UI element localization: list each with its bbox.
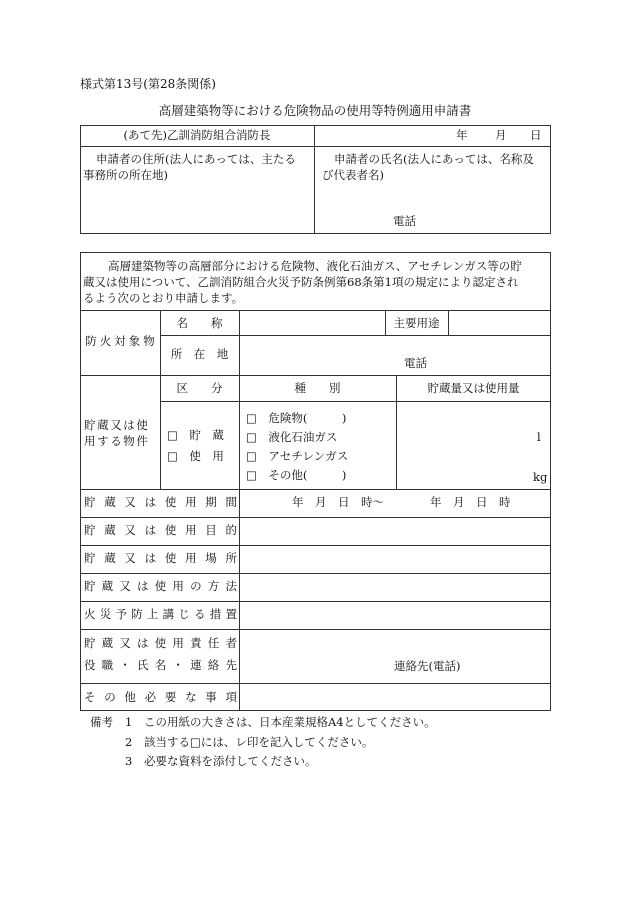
page-title: 高層建築物等における危険物品の使用等特例適用申請書 — [158, 103, 472, 118]
divider — [160, 401, 551, 402]
period-value[interactable]: 年 月 日 時～ 年 月 日 時 — [292, 495, 511, 509]
date-year-label: 年 — [456, 128, 468, 142]
amount-field[interactable] — [398, 403, 549, 487]
applicant-name-label: 申請者の氏名(法人にあっては、名称及 — [334, 152, 534, 166]
note-number: 2 — [125, 735, 133, 749]
other-field[interactable] — [241, 685, 549, 709]
divider — [80, 545, 551, 546]
place-field[interactable] — [241, 547, 549, 571]
note-number: 3 — [125, 754, 133, 768]
main-use-field[interactable] — [450, 312, 549, 333]
responsible-field[interactable] — [241, 631, 549, 659]
applicant-phone-label: 電話 — [393, 214, 416, 228]
category-use-checkbox[interactable]: □ 使 用 — [167, 449, 224, 463]
divider — [80, 629, 551, 630]
responsible-label-cont: 役職・氏名・連絡先 — [84, 658, 237, 672]
divider — [80, 573, 551, 574]
note-text: この用紙の大きさは、日本産業規格A4としてください。 — [144, 715, 436, 729]
type-hazardous-checkbox[interactable]: □ 危険物( ) — [246, 411, 347, 425]
applicant-address-label-cont: 事務所の所在地) — [83, 168, 168, 182]
unit-kg-label: kg — [533, 470, 548, 484]
measures-label: 火災予防上講じる措置 — [84, 607, 237, 621]
unit-liter-label: l — [537, 430, 541, 444]
applicant-name-field[interactable] — [316, 186, 549, 210]
form-number: 様式第13号(第28条関係) — [80, 77, 216, 91]
type-lpg-checkbox[interactable]: □ 液化石油ガス — [246, 430, 338, 444]
location-label: 所 在 地 — [170, 347, 229, 361]
note-text: 必要な資料を添付してください。 — [144, 754, 317, 768]
fire-target-label: 防火対象物 — [85, 334, 158, 348]
applicant-address-label: 申請者の住所(法人にあっては、主たる — [96, 152, 296, 166]
note-text: 該当する□には、レ印を記入してください。 — [144, 735, 374, 749]
other-label: その他必要な事項 — [84, 690, 237, 704]
divider — [448, 310, 449, 335]
divider — [160, 310, 161, 489]
responsible-label: 貯蔵又は使用責任者 — [84, 636, 237, 650]
contact-label: 連絡先(電話) — [394, 659, 461, 673]
col-type-header: 種 別 — [294, 381, 341, 395]
category-storage-checkbox[interactable]: □ 貯 蔵 — [167, 428, 224, 442]
main-use-label: 主要用途 — [393, 316, 440, 330]
type-acetylene-checkbox[interactable]: □ アセチレンガス — [246, 449, 349, 463]
method-field[interactable] — [241, 575, 549, 599]
period-label: 貯蔵又は使用期間 — [84, 495, 237, 509]
location-field[interactable] — [241, 337, 549, 355]
divider — [314, 125, 315, 234]
divider — [80, 146, 551, 147]
storage-items-label-cont: 用する物件 — [84, 434, 150, 448]
storage-items-label: 貯蔵又は使 — [84, 418, 150, 432]
name-label: 名 称 — [176, 316, 223, 330]
name-field[interactable] — [241, 312, 383, 333]
divider — [80, 310, 551, 311]
divider — [80, 683, 551, 684]
divider — [80, 375, 551, 376]
divider — [80, 601, 551, 602]
divider — [80, 489, 551, 490]
col-amount-header: 貯蔵量又は使用量 — [427, 381, 520, 395]
note-number: 1 — [125, 715, 133, 729]
intro-text: るよう次のとおり申請します。 — [83, 291, 244, 305]
divider — [239, 310, 240, 711]
purpose-field[interactable] — [241, 519, 549, 543]
divider — [160, 335, 551, 336]
type-other-checkbox[interactable]: □ その他( ) — [246, 468, 347, 482]
col-category-header: 区 分 — [176, 381, 223, 395]
measures-field[interactable] — [241, 603, 549, 627]
location-phone-label: 電話 — [404, 356, 427, 370]
applicant-name-label-cont: び代表者名) — [322, 168, 384, 182]
date-month-label: 月 — [495, 128, 507, 142]
intro-text: 高層建築物等の高層部分における危険物、液化石油ガス、アセチレンガス等の貯 — [108, 259, 522, 273]
notes-heading: 備考 — [90, 715, 113, 729]
applicant-address-field[interactable] — [82, 186, 312, 232]
divider — [80, 517, 551, 518]
addressee: (あて先)乙訓消防組合消防長 — [123, 128, 271, 142]
place-label: 貯蔵又は使用場所 — [84, 551, 237, 565]
purpose-label: 貯蔵又は使用目的 — [84, 523, 237, 537]
intro-text: 蔵又は使用について、乙訓消防組合火災予防条例第68条第1項の規定により認定され — [83, 275, 519, 289]
method-label: 貯蔵又は使用の方法 — [84, 579, 237, 593]
date-day-label: 日 — [530, 128, 542, 142]
